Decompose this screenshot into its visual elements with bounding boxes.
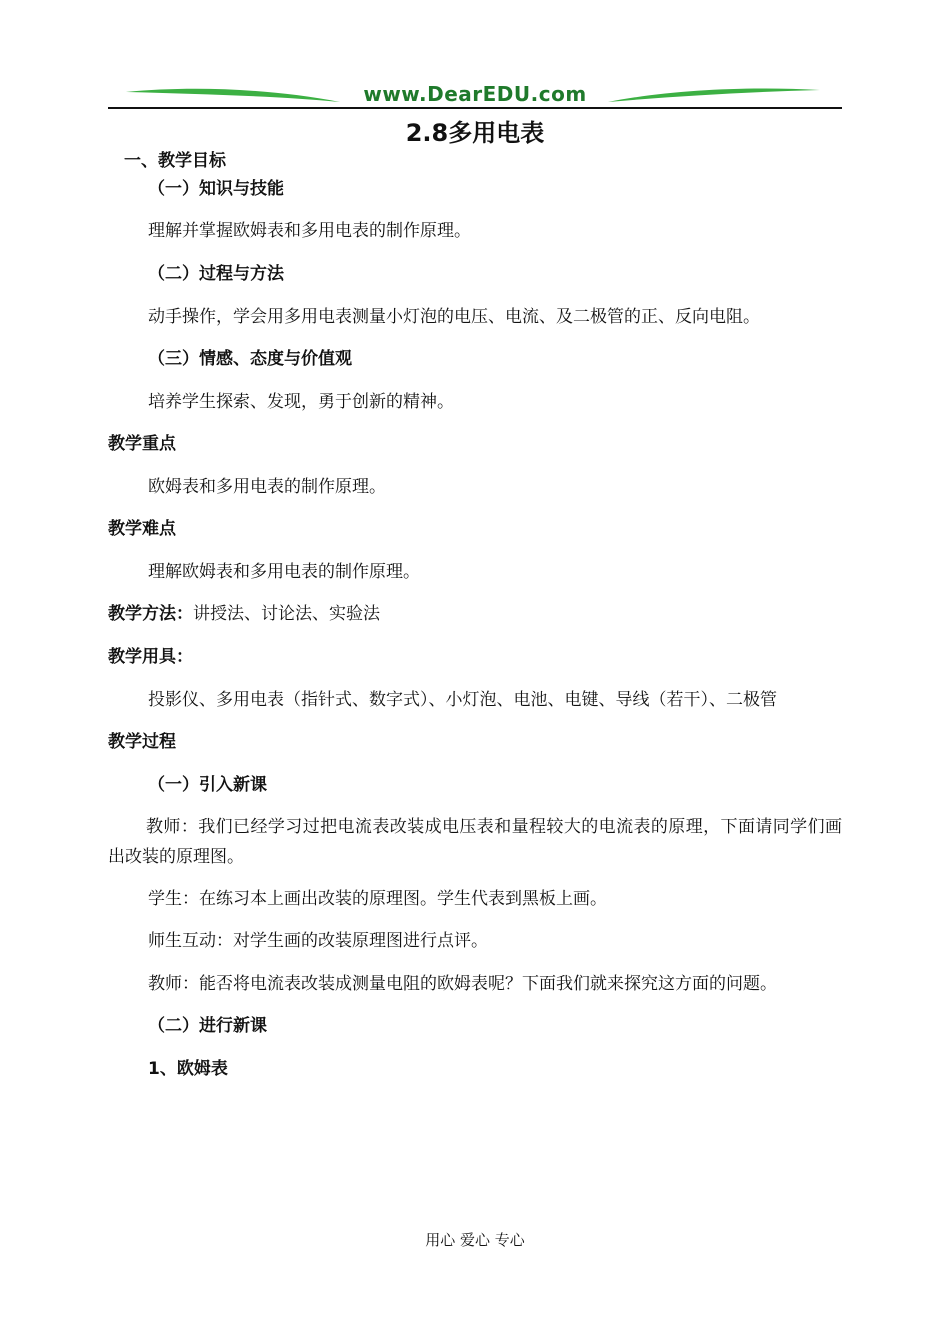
- teaching-method-label: 教学方法：: [108, 604, 193, 624]
- teaching-method-line: [108, 603, 380, 625]
- knowledge-text: 理解并掌握欧姆表和多用电表的制作原理。: [148, 221, 471, 241]
- site-logo-text: www.DearEDU.com: [363, 82, 587, 106]
- intro-paragraph-3: 师生互动：对学生画的改装原理图进行点评。: [148, 931, 488, 951]
- teaching-tools-text: 投影仪、多用电表（指针式、数字式）、小灯泡、电池、电键、导线（若干）、二极管: [148, 690, 777, 710]
- emotion-text: 培养学生探索、发现，勇于创新的精神。: [148, 392, 454, 412]
- teaching-tools-heading: 教学用具：: [108, 647, 193, 667]
- difficulty-text: 理解欧姆表和多用电表的制作原理。: [148, 562, 420, 582]
- header-rule: [108, 107, 842, 109]
- new-lesson-heading: （二）进行新课: [148, 1016, 267, 1036]
- page-header: [108, 80, 842, 112]
- page-footer: 用心 爱心 专心: [425, 1231, 525, 1249]
- key-point-heading: 教学重点: [108, 434, 176, 454]
- document-title: 2.8多用电表: [405, 119, 545, 147]
- emotion-heading: （三）情感、态度与价值观: [148, 349, 352, 369]
- difficulty-heading: 教学难点: [108, 519, 176, 539]
- key-point-text: 欧姆表和多用电表的制作原理。: [148, 477, 386, 497]
- intro-paragraph-1: 教师：我们已经学习过把电流表改装成电压表和量程较大的电流表的原理，下面请同学们画出改装的原理图。: [108, 817, 842, 867]
- knowledge-heading: （一）知识与技能: [148, 179, 284, 199]
- goals-heading: 一、教学目标: [124, 151, 226, 171]
- intro-heading: （一）引入新课: [148, 775, 267, 795]
- process-method-heading: （二）过程与方法: [148, 264, 284, 284]
- teaching-process-heading: 教学过程: [108, 732, 176, 752]
- ohmmeter-heading: 1、欧姆表: [148, 1059, 228, 1079]
- teaching-method-text: 讲授法、讨论法、实验法: [193, 604, 380, 624]
- intro-paragraph-2: 学生：在练习本上画出改装的原理图。学生代表到黑板上画。: [148, 889, 607, 909]
- process-method-text: 动手操作，学会用多用电表测量小灯泡的电压、电流、及二极管的正、反向电阻。: [148, 307, 760, 327]
- intro-paragraph-4: 教师：能否将电流表改装成测量电阻的欧姆表呢？下面我们就来探究这方面的问题。: [148, 974, 777, 994]
